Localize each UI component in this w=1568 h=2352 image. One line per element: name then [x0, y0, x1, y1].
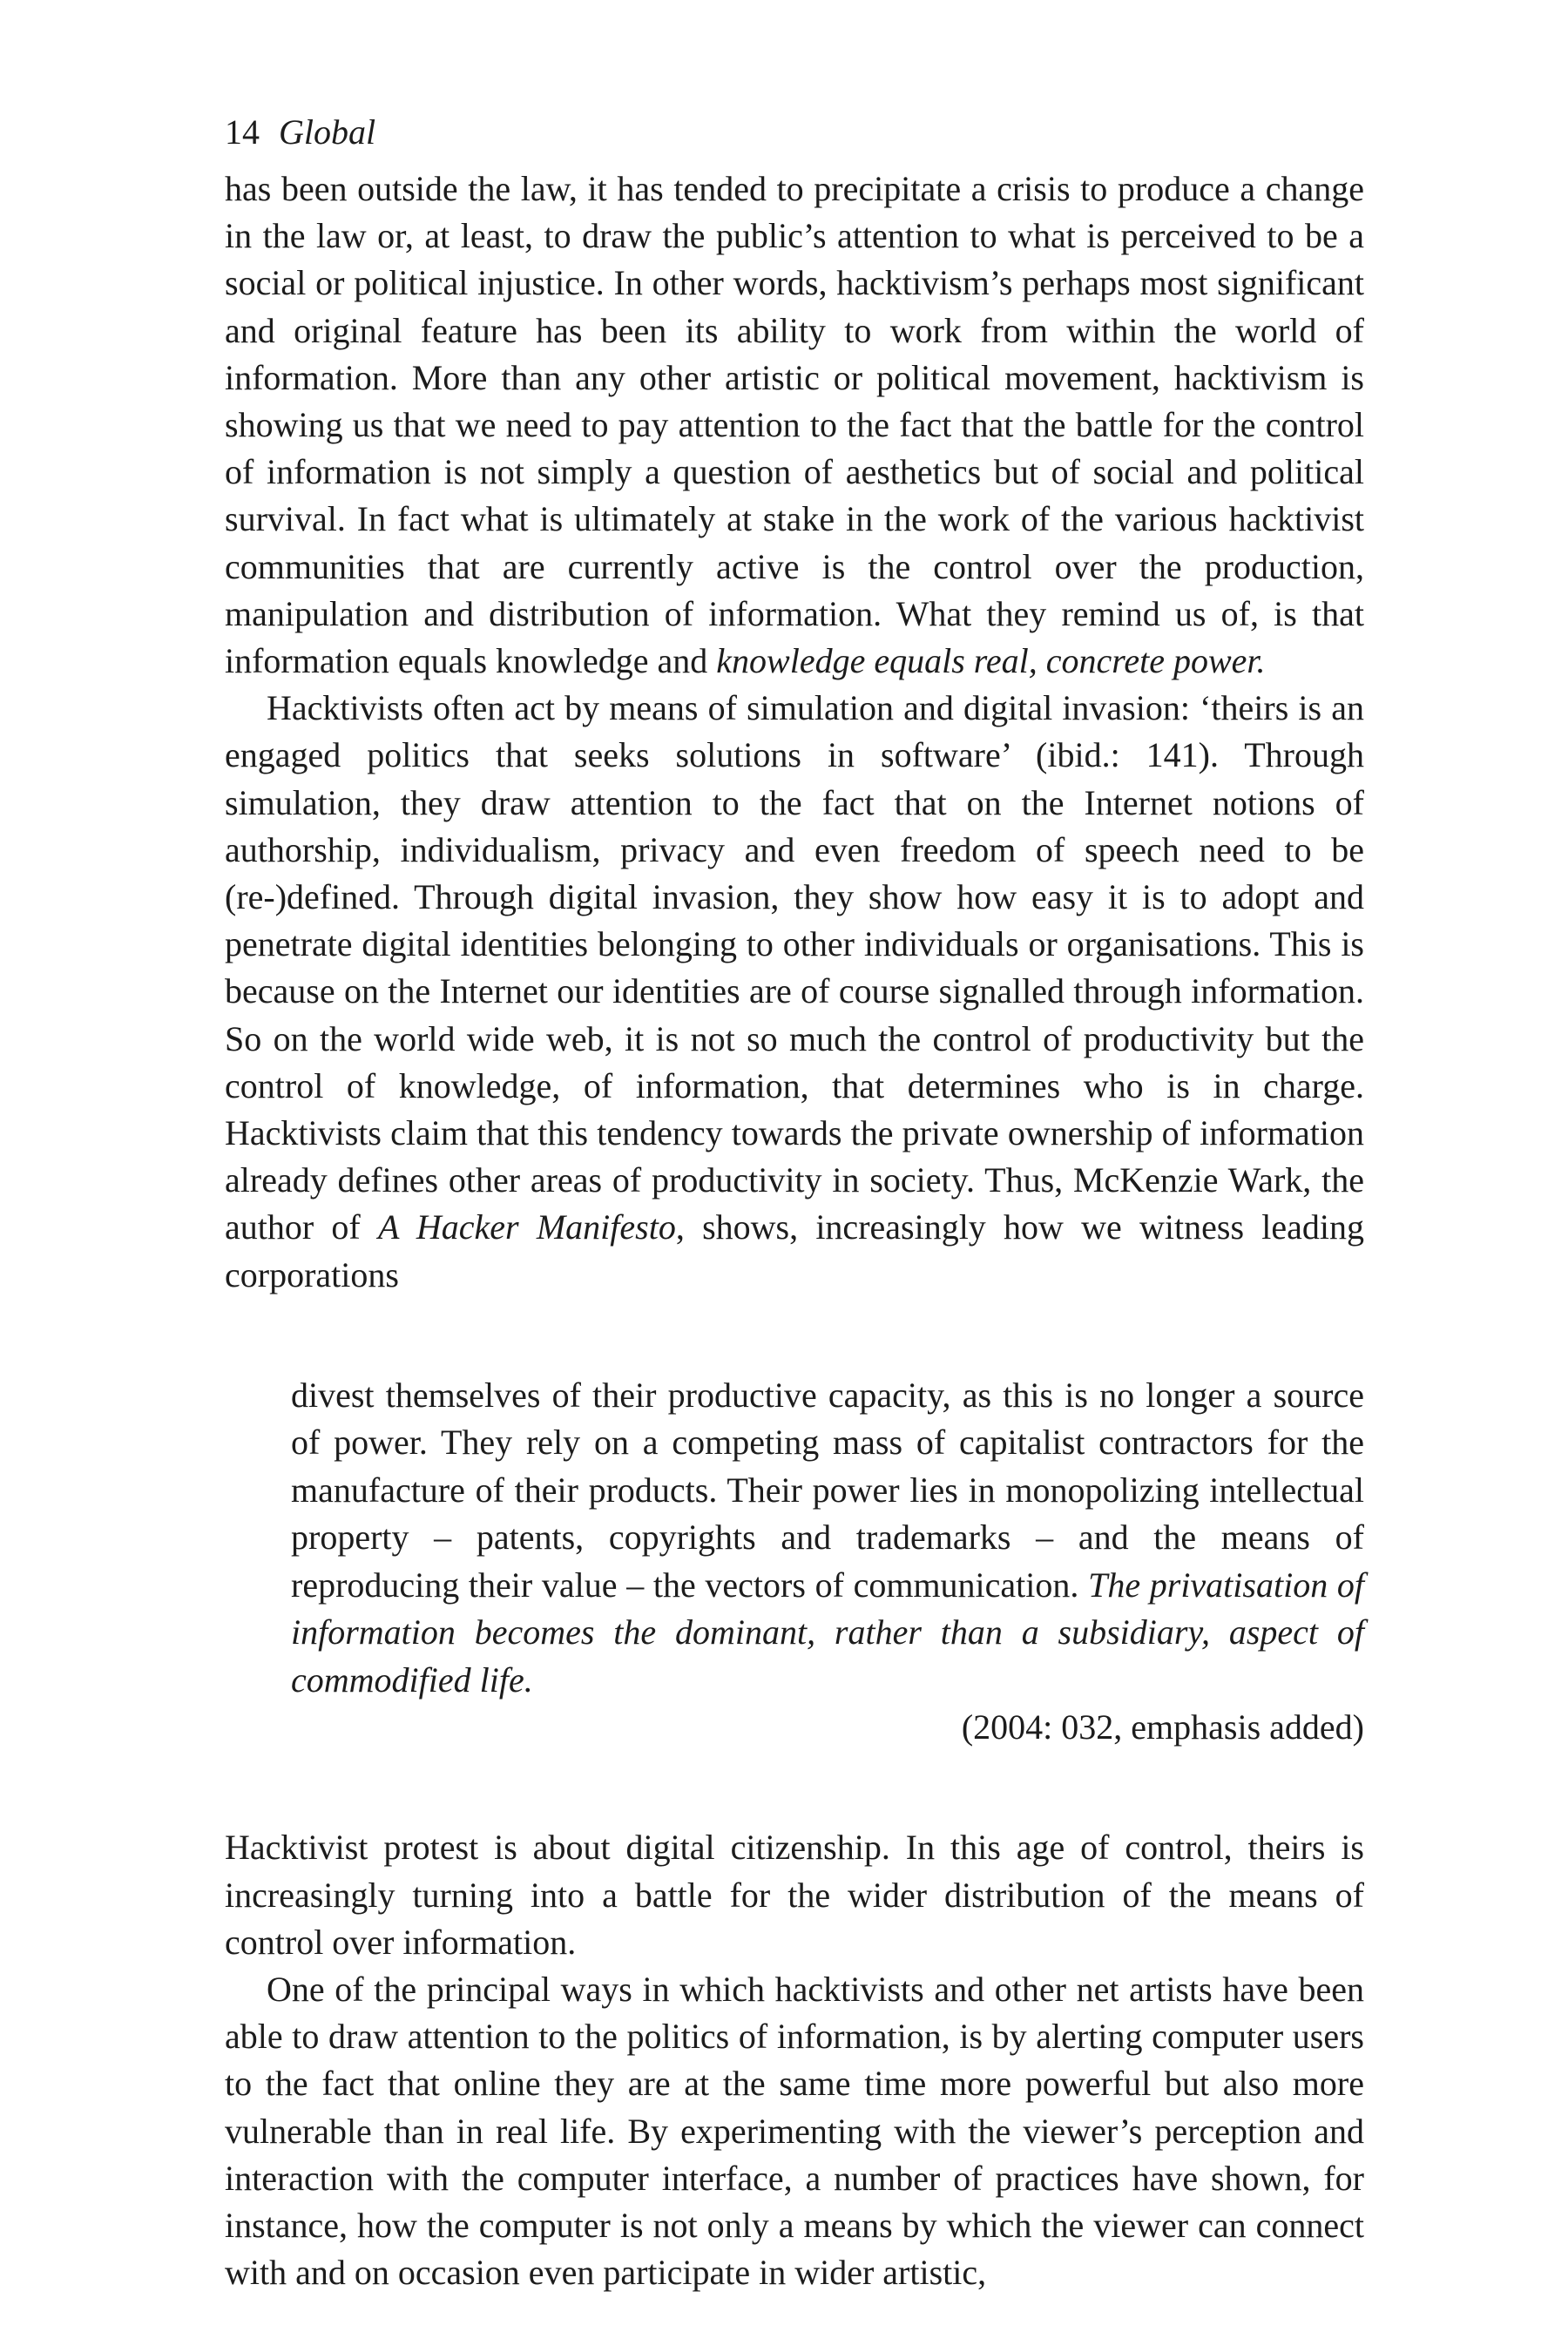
quote-citation: (2004: 032, emphasis added) [961, 1707, 1364, 1747]
block-quote-text [291, 1372, 1364, 1705]
book-page [225, 112, 1364, 2296]
paragraph-2 [225, 685, 1364, 1299]
quote-text: divest themselves of their productive capacity, as this is no longer a source of power. They rely on a competing mass of capitalist contractors for the manufacture of their products. Their power lies in monopolizing intellectual property – patents, copyrights and trademarks – and the means of reproducing their value – the vectors of communication. [291, 1375, 1364, 1605]
quote-emphasis: The privatisation of information becomes the dominant, rather than a subsidiary, aspect of commodified life. [291, 1565, 1364, 1700]
paragraph-2-text: Hacktivists often act by means of simulation and digital invasion: ‘theirs is an engaged politics that seeks solutions in software’ (ibid.: 141). Through simulation, they draw attention to the fact that on the Internet notions of authorship, individualism, privacy and even freedom of speech need to be (re-)defined. Through digital invasion, they show how easy it is to adopt and penetrate digital identities belonging to other individuals or organisations. This is because on the Internet our identities are of course signalled through information. So on the world wide web, it is not so much the control of productivity but the control of knowledge, of information, that determines who is in charge. Hacktivists claim that this tendency towards the private ownership of information already defines other areas of productivity in society. Thus, McKenzie Wark, the author of [225, 688, 1364, 1247]
paragraph-1-text: has been outside the law, it has tended to precipitate a crisis to produce a change in the law or, at least, to draw the public’s attention to what is perceived to be a social or political injustice. In other words, hacktivism’s perhaps most significant and original feature has been its ability to work from within the world of information. More than any other artistic or political movement, hacktivism is showing us that we need to pay attention to the fact that the battle for the control of information is not simply a question of aesthetics but of social and political survival. In fact what is ultimately at stake in the work of the various hacktivist communities that are currently active is the control over the production, manipulation and distribution of information. What they remind us of, is that information equals knowledge and [225, 169, 1364, 681]
running-head [225, 112, 1364, 153]
paragraph-2-tail: , shows, increasingly how we witness leading corporations [225, 1207, 1364, 1294]
paragraph-1-emphasis: knowledge equals real, concrete power. [716, 641, 1266, 681]
block-quote [291, 1372, 1364, 1752]
paragraph-1 [225, 166, 1364, 685]
section-title: Global [279, 112, 376, 152]
page-number: 14 [225, 112, 260, 152]
paragraph-3: Hacktivist protest is about digital citizenship. In this age of control, theirs is increasingly turning into a battle for the wider distribution of the means of control over information. [225, 1828, 1364, 1962]
book-title: A Hacker Manifesto [377, 1207, 676, 1247]
paragraph-4: One of the principal ways in which hacktivists and other net artists have been able to draw attention to the politics of information, is by alerting computer users to the fact that online they are at the same time more powerful but also more vulnerable than in real life. By experimenting with the viewer’s perception and interaction with the computer interface, a number of practices have shown, for instance, how the computer is not only a means by which the viewer can connect with and on occasion even participate in wider artistic, [225, 1969, 1364, 2293]
